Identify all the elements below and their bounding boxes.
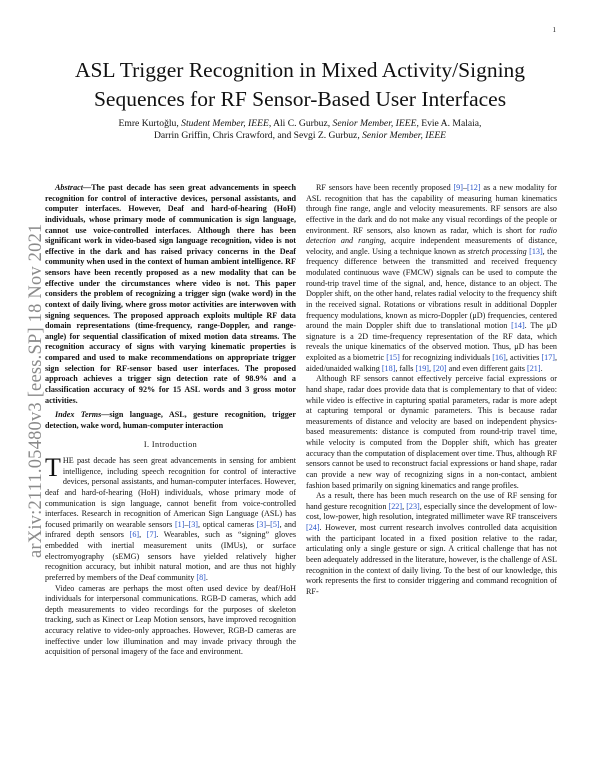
paper-title: ASL Trigger Recognition in Mixed Activity/Signing Sequences for RF Sensor-Based User Interfaces [74, 58, 526, 111]
right-paragraph-3: As a result, there has been much research on the use of RF sensing for hand gesture recognition [22], [23], especially since the development of low-cost, low-power, high resolution, integrated millimeter wave RF transceivers [24]. However, most current research involves controlled data acquisition with the participant located in a fixed position relative to the radar, articulating only a single gesture or sign. A critical challenge that has not been adequately addressed in the literature, however, is the challenge of ASL recognition in the context of daily living. To the best of our knowledge, this work represents the first to consider triggering and command recognition of RF- [306, 491, 558, 596]
author-list [40, 118, 560, 142]
left-column [45, 183, 296, 658]
index-terms [45, 410, 296, 431]
citation-link[interactable]: [20] [433, 363, 447, 373]
index-terms-text: —sign language, ASL, gesture recognition, trigger detection, wake word, human-computer interaction [45, 410, 296, 430]
abstract-text: —The past decade has seen great advancements in speech recognition for control of interactive devices, personal assistants, and computer interfaces. However, Deaf and hard-of-hearing (HoH) individuals, whose primary mode of communication is sign language, cannot use voice-controlled interfaces. Although there has been significant work in video-based sign language recognition, video is not effective in the dark and has raised privacy concerns in the Deaf community when used in the context of human ambient intelligence. RF sensors have been recently proposed as a new modality that can be effective under the circumstances where video is not. This paper considers the problem of recognizing a trigger sign (wake word) in the context of daily living, where gross motor activities are interwoven with signing sequences. The proposed approach exploits multiple RF data domain representations (time-frequency, range-Doppler, and range-angle) for sequential classification of mixed motion data streams. The recognition accuracy of signs with varying kinematic properties is compared and used to make recommendations on appropriate trigger sign selection for RF-sensor based user interfaces. The proposed approach achieves a trigger sign detection rate of 98.9% and a classification accuracy of 92% for 15 ASL words and 3 gross motor activities. [45, 183, 296, 405]
citation-link[interactable]: [18] [381, 363, 396, 373]
citation-link[interactable]: [19] [415, 363, 429, 373]
citation-link[interactable]: [22] [388, 501, 403, 511]
author-line-1: Emre Kurtoğlu, Student Member, IEEE, Ali C. Gurbuz, Senior Member, IEEE, Evie A. Malaia, [118, 118, 482, 129]
citation-link[interactable]: [7] [146, 530, 157, 540]
citation-link[interactable]: [12] [467, 183, 481, 192]
citation-link[interactable]: [8] [196, 572, 206, 582]
right-paragraph-1: RF sensors have been recently proposed [9]–[12] as a new modality for ASL recognition that has the capability of measuring human kinematics through fine range, angle and velocity measurements. RF sensors are also effective in the dark and do not make any visual recordings of the people or environment. RF sensors, also known as radar, which is short for radio detection and ranging, acquire independent measurements of distance, velocity, and angle. Using a technique known as stretch processing [13], the frequency difference between the transmitted and received frequency modulated continuous wave (FMCW) signals can be used to compute the round-trip travel time of the signal, and, hence, distance to an object. The Doppler shift, on the other hand, relates radial velocity to the frequency shift in the received signal. Rotations or vibrations result in additional Doppler frequency modulations, known as micro-Doppler (μD) frequencies, centered around the main Doppler shift due to translational motion [14]. The μD signature is a 2D time-frequency representation of the RF data, which reveals the unique kinematics of the observed motion. Thus, μD has been exploited as a biometric [15] for recognizing individuals [16], activities [17], aided/unaided walking [18], falls [19], [20] and even different gaits [21]. [306, 183, 558, 373]
arxiv-identifier: arXiv:2111.05480v3 [eess.SP] 18 Nov 2021 [26, 223, 46, 558]
page-number: 1 [552, 26, 556, 34]
emphasis-term: stretch processing [467, 246, 527, 256]
citation-link[interactable]: [3] [256, 519, 267, 529]
citation-link[interactable]: [14] [511, 321, 525, 331]
abstract [45, 183, 296, 406]
citation-link[interactable]: [21] [527, 363, 541, 373]
citation-link[interactable]: [15] [386, 353, 400, 362]
citation-link[interactable]: [1] [174, 519, 185, 529]
citation-link[interactable]: [17] [541, 353, 555, 362]
abstract-label: Abstract [55, 183, 83, 192]
section-heading-introduction [45, 440, 296, 451]
right-paragraph-2: Although RF sensors cannot effectively perceive facial expressions or hand shape, radar does provide data that is complementary to that of video: while video is effective in capturing spatial parameters, radar is more adept at capturing temporal or dynamic parameters. This is because radar measurements of distance and velocity are based on independent physics-based measurements: distance is computed from round-trip travel time, while velocity is computed from the Doppler shift, which has greater accuracy than the computation of displacement over time. Thus, although RF sensors cannot be used to reconstruct facial expressions or hand shape, radar can provide a new way of recognizing signs in a non-contact, ambient fashion based primarily on signing kinematics and range profiles. [306, 374, 557, 490]
citation-link[interactable]: [3] [188, 519, 198, 529]
citation-link[interactable]: [13] [529, 246, 543, 256]
intro-paragraph-1: THE past decade has seen great advancements in sensing for ambient intelligence, including speech recognition for control of interactive devices, personal assistants, and human-computer interfaces. However, deaf and hard-of-hearing (HoH) individuals, whose primary mode of communication is sign language, cannot benefit from voice-controlled interfaces. Research in recognition of American Sign Language (ASL) has focused primarily on wearable sensors [1]–[3], optical cameras [3]–[5], and infrared depth sensors [6], [7]. Wearables, such as “signing” gloves embedded with inertial measurement units (IMUs), or surface electromyography (sEMG) sensors have yielded relatively higher recognition accuracy, but inhibit natural motion, and are thus not highly preferred by members of the Deaf community [8]. [45, 453, 297, 582]
citation-link[interactable]: [16] [492, 353, 506, 362]
citation-link[interactable]: [9] [453, 183, 463, 192]
citation-link[interactable]: [24] [306, 523, 320, 532]
right-column [306, 183, 557, 597]
emphasis-term: radio detection and ranging [306, 225, 557, 246]
author-line-2: Darrin Griffin, Chris Crawford, and Sevgi Z. Gurbuz, Senior Member, IEEE [153, 130, 447, 142]
section-title: Introduction [151, 440, 198, 450]
dropcap: T [45, 453, 61, 482]
intro-paragraph-2: Video cameras are perhaps the most often used device by deaf/HoH individuals for interpersonal communications. RGB-D cameras, which add depth measurements to video recordings for the purposes of skeleton tracking, such as Kinect or Leap Motion sensors, have improved recognition accuracy relative to video-only approaches. However, RGB-D cameras are ineffective under low illumination and may invade privacy through the acquisition of personal imagery of the face and environment. [45, 583, 296, 657]
citation-link[interactable]: [5] [270, 519, 280, 529]
section-number: I. [143, 440, 150, 450]
index-terms-label: Index Terms [55, 410, 102, 420]
citation-link[interactable]: [23] [406, 501, 420, 511]
citation-link[interactable]: [6] [129, 530, 140, 540]
